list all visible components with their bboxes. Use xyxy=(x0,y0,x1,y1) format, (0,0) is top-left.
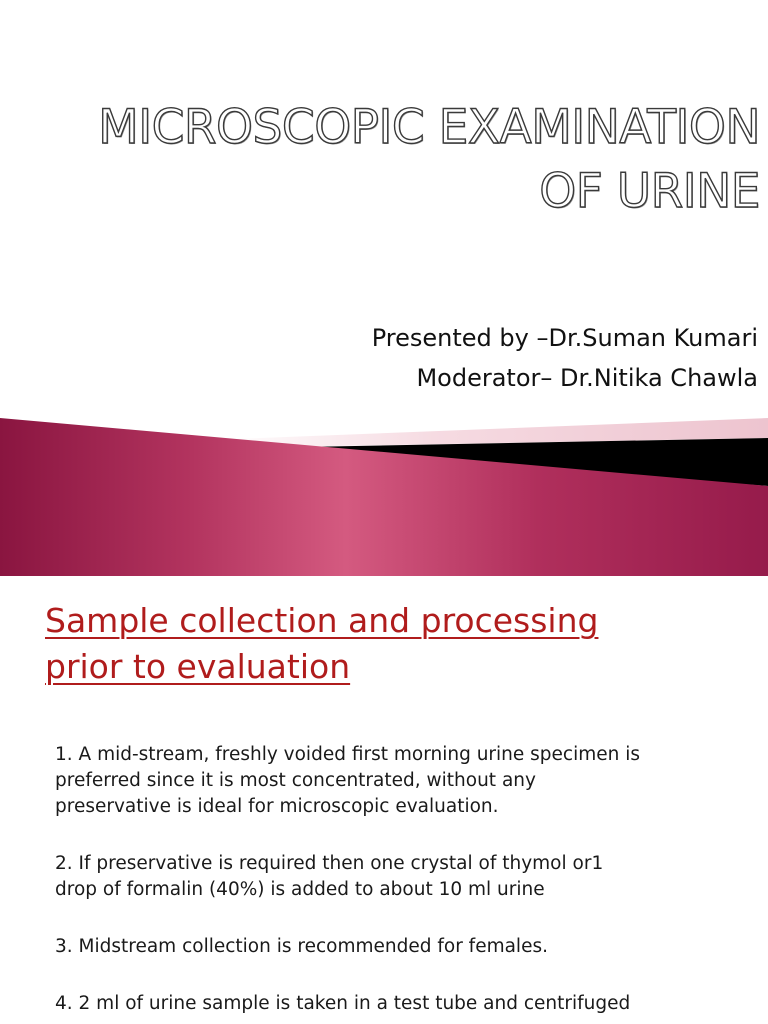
point-4-line-1: 4. 2 ml of urine sample is taken in a test tube and centrifuged xyxy=(55,993,631,1014)
presenter-block xyxy=(158,318,758,398)
list-item xyxy=(55,991,755,1017)
presenter-line: Presented by –Dr.Suman Kumari xyxy=(371,324,758,352)
point-1-line-2: preferred since it is most concentrated, without any xyxy=(55,770,536,791)
list-item xyxy=(55,934,755,960)
point-2-line-2: drop of formalin (40%) is added to about 10 ml urine xyxy=(55,879,545,900)
content-slide xyxy=(0,576,768,1024)
heading-line-1: Sample collection and processing xyxy=(45,601,599,640)
moderator-line: Moderator– Dr.Nitika Chawla xyxy=(416,364,758,392)
list-item xyxy=(55,851,755,903)
slide-title xyxy=(20,96,760,224)
decorative-band xyxy=(0,388,768,576)
title-line-2: OF URINE xyxy=(539,164,760,219)
point-list xyxy=(55,742,755,1024)
list-item xyxy=(55,742,755,820)
heading-line-2: prior to evaluation xyxy=(45,647,351,686)
slide-heading xyxy=(45,598,745,690)
point-1-line-3: preservative is ideal for microscopic evaluation. xyxy=(55,796,499,817)
title-line-1: MICROSCOPIC EXAMINATION xyxy=(98,100,760,155)
point-3-line-1: 3. Midstream collection is recommended for females. xyxy=(55,936,548,957)
point-2-line-1: 2. If preservative is required then one crystal of thymol or1 xyxy=(55,853,604,874)
point-1-line-1: 1. A mid-stream, freshly voided first morning urine specimen is xyxy=(55,744,641,765)
